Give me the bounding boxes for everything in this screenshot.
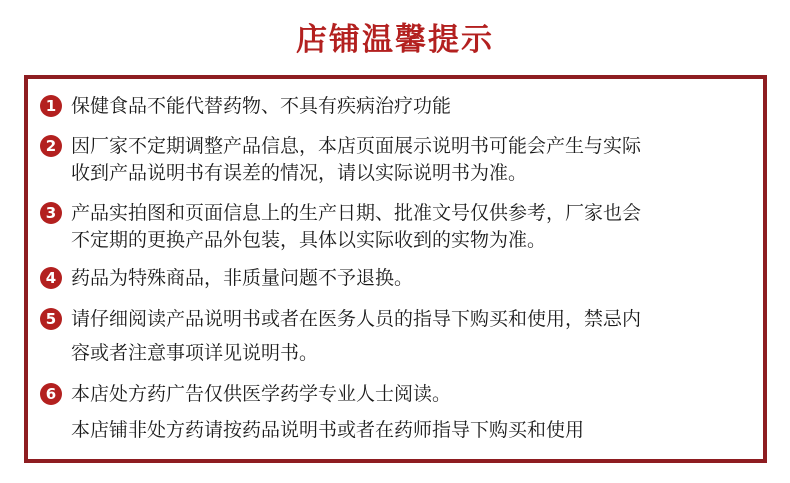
notice-item-6-line-2: 本店铺非处方药请按药品说明书或者在药师指导下购买和使用 [71,419,585,441]
number-2-icon: 2 [40,135,62,157]
page-title: 店铺温馨提示 [296,22,494,58]
notice-item-4-line-1: 药品为特殊商品，非质量问题不予退换。 [71,267,414,289]
notice-item-5-line-1: 请仔细阅读产品说明书或者在医务人员的指导下购买和使用，禁忌内 [71,308,642,330]
notice-item-5-line-2: 容或者注意事项详见说明书。 [71,342,319,364]
notice-item-6-line-1: 本店处方药广告仅供医学药学专业人士阅读。 [71,383,452,405]
notice-item-3-line-1: 产品实拍图和页面信息上的生产日期、批准文号仅供参考，厂家也会 [71,202,642,224]
notice-box [24,75,767,463]
number-4-icon: 4 [40,267,62,289]
number-6-icon: 6 [40,383,62,405]
number-3-icon: 3 [40,202,62,224]
notice-item-2-line-1: 因厂家不定期调整产品信息，本店页面展示说明书可能会产生与实际 [71,135,642,157]
notice-item-3-line-2: 不定期的更换产品外包装，具体以实际收到的实物为准。 [71,229,547,251]
number-5-icon: 5 [40,308,62,330]
notice-item-1-line-1: 保健食品不能代替药物、不具有疾病治疗功能 [71,95,452,117]
number-1-icon: 1 [40,95,62,117]
notice-item-2-line-2: 收到产品说明书有误差的情况，请以实际说明书为准。 [71,162,528,184]
